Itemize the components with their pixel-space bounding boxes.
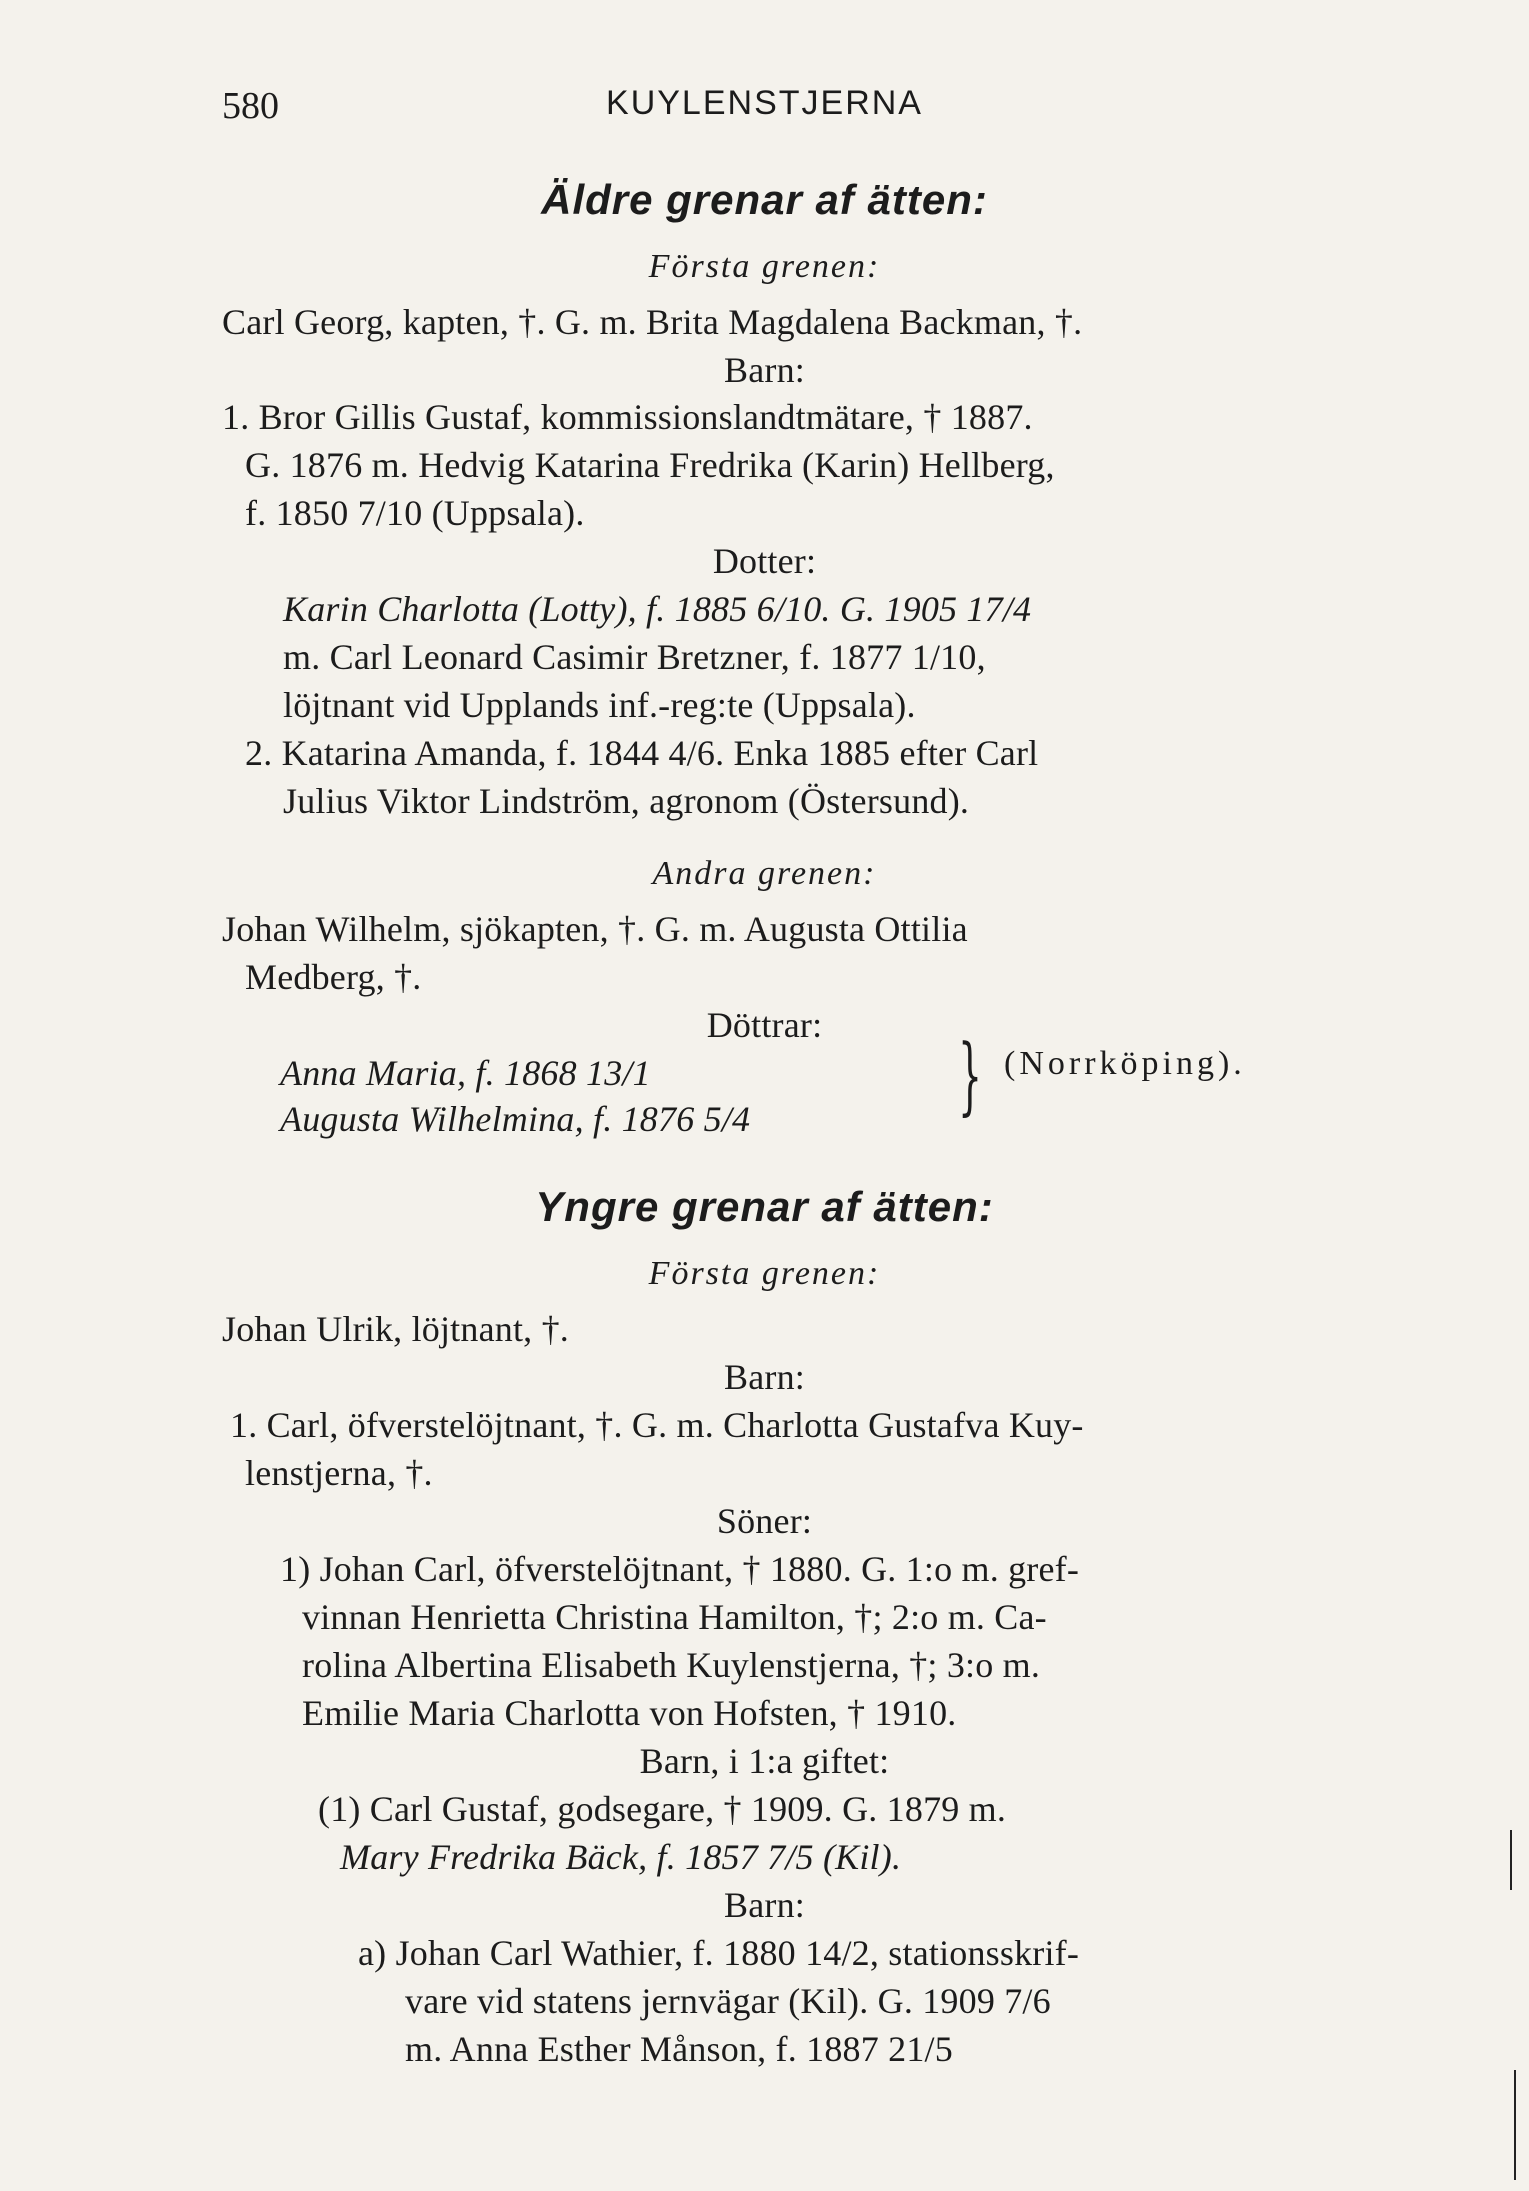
text-line: Medberg, †. — [245, 957, 422, 997]
running-title: KUYLENSTJERNA — [606, 84, 923, 122]
text-line: Anna Maria, f. 1868 13/1 — [280, 1053, 651, 1093]
text-line: Johan Wilhelm, sjökapten, †. G. m. Augusta Ottilia — [222, 909, 968, 949]
aldre-andra-subheading: Andra grenen: — [652, 855, 877, 892]
text-line: 1) Johan Carl, öfverstelöjtnant, † 1880. G. 1:o m. gref- — [280, 1549, 1080, 1589]
text-line: rolina Albertina Elisabeth Kuylenstjerna, †; 3:o m. — [302, 1645, 1041, 1685]
text-line: 2. Katarina Amanda, f. 1844 4/6. Enka 1885 efter Carl — [245, 733, 1039, 773]
curly-brace-icon: } — [958, 1026, 983, 1124]
scan-edge-mark — [1510, 1830, 1512, 1890]
soner-label: Söner: — [716, 1501, 813, 1541]
text-line: m. Anna Esther Månson, f. 1887 21/5 — [405, 2029, 953, 2069]
dottrar-label: Döttrar: — [706, 1005, 823, 1045]
text-line: a) Johan Carl Wathier, f. 1880 14/2, stationsskrif- — [358, 1933, 1080, 1973]
yngre-forsta-subheading: Första grenen: — [648, 1255, 881, 1292]
text-line: 1. Carl, öfverstelöjtnant, †. G. m. Charlotta Gustafva Kuy- — [230, 1405, 1084, 1445]
text-line: (1) Carl Gustaf, godsegare, † 1909. G. 1879 m. — [318, 1789, 1007, 1829]
text-line: Karin Charlotta (Lotty), f. 1885 6/10. G. 1905 17/4 — [283, 589, 1032, 629]
yngre-heading: Yngre grenar af ätten: — [535, 1183, 994, 1230]
text-line: vinnan Henrietta Christina Hamilton, †; 2:o m. Ca- — [302, 1597, 1047, 1637]
text-line: Augusta Wilhelmina, f. 1876 5/4 — [280, 1099, 751, 1139]
aldre-forsta-subheading: Första grenen: — [648, 248, 881, 285]
text-line: 1. Bror Gillis Gustaf, kommissionslandtmätare, † 1887. — [222, 397, 1033, 437]
dotter-label: Dotter: — [712, 541, 817, 581]
text-line: Johan Ulrik, löjtnant, †. — [222, 1309, 569, 1349]
text-line: Carl Georg, kapten, †. G. m. Brita Magdalena Backman, †. — [222, 302, 1083, 342]
text-line: f. 1850 7/10 (Uppsala). — [245, 493, 585, 533]
text-line: Julius Viktor Lindström, agronom (Östersund). — [283, 781, 970, 821]
text-line: Mary Fredrika Bäck, f. 1857 7/5 (Kil). — [340, 1837, 902, 1877]
scan-edge-mark — [1514, 2070, 1516, 2180]
barn-label: Barn: — [724, 350, 805, 390]
aldre-heading: Äldre grenar af ätten: — [541, 176, 988, 223]
text-line: G. 1876 m. Hedvig Katarina Fredrika (Karin) Hellberg, — [245, 445, 1055, 485]
barn-label: Barn: — [724, 1357, 805, 1397]
barn-label: Barn, i 1:a giftet: — [639, 1741, 890, 1781]
place-label: (Norrköping). — [1004, 1045, 1246, 1082]
text-line: lenstjerna, †. — [245, 1453, 433, 1493]
page-number: 580 — [222, 85, 279, 127]
text-line: löjtnant vid Upplands inf.-reg:te (Uppsala). — [283, 685, 916, 725]
text-line: vare vid statens jernvägar (Kil). G. 1909 7/6 — [405, 1981, 1051, 2021]
text-line: Emilie Maria Charlotta von Hofsten, † 1910. — [302, 1693, 957, 1733]
text-line: m. Carl Leonard Casimir Bretzner, f. 1877 1/10, — [283, 637, 986, 677]
barn-label: Barn: — [724, 1885, 805, 1925]
